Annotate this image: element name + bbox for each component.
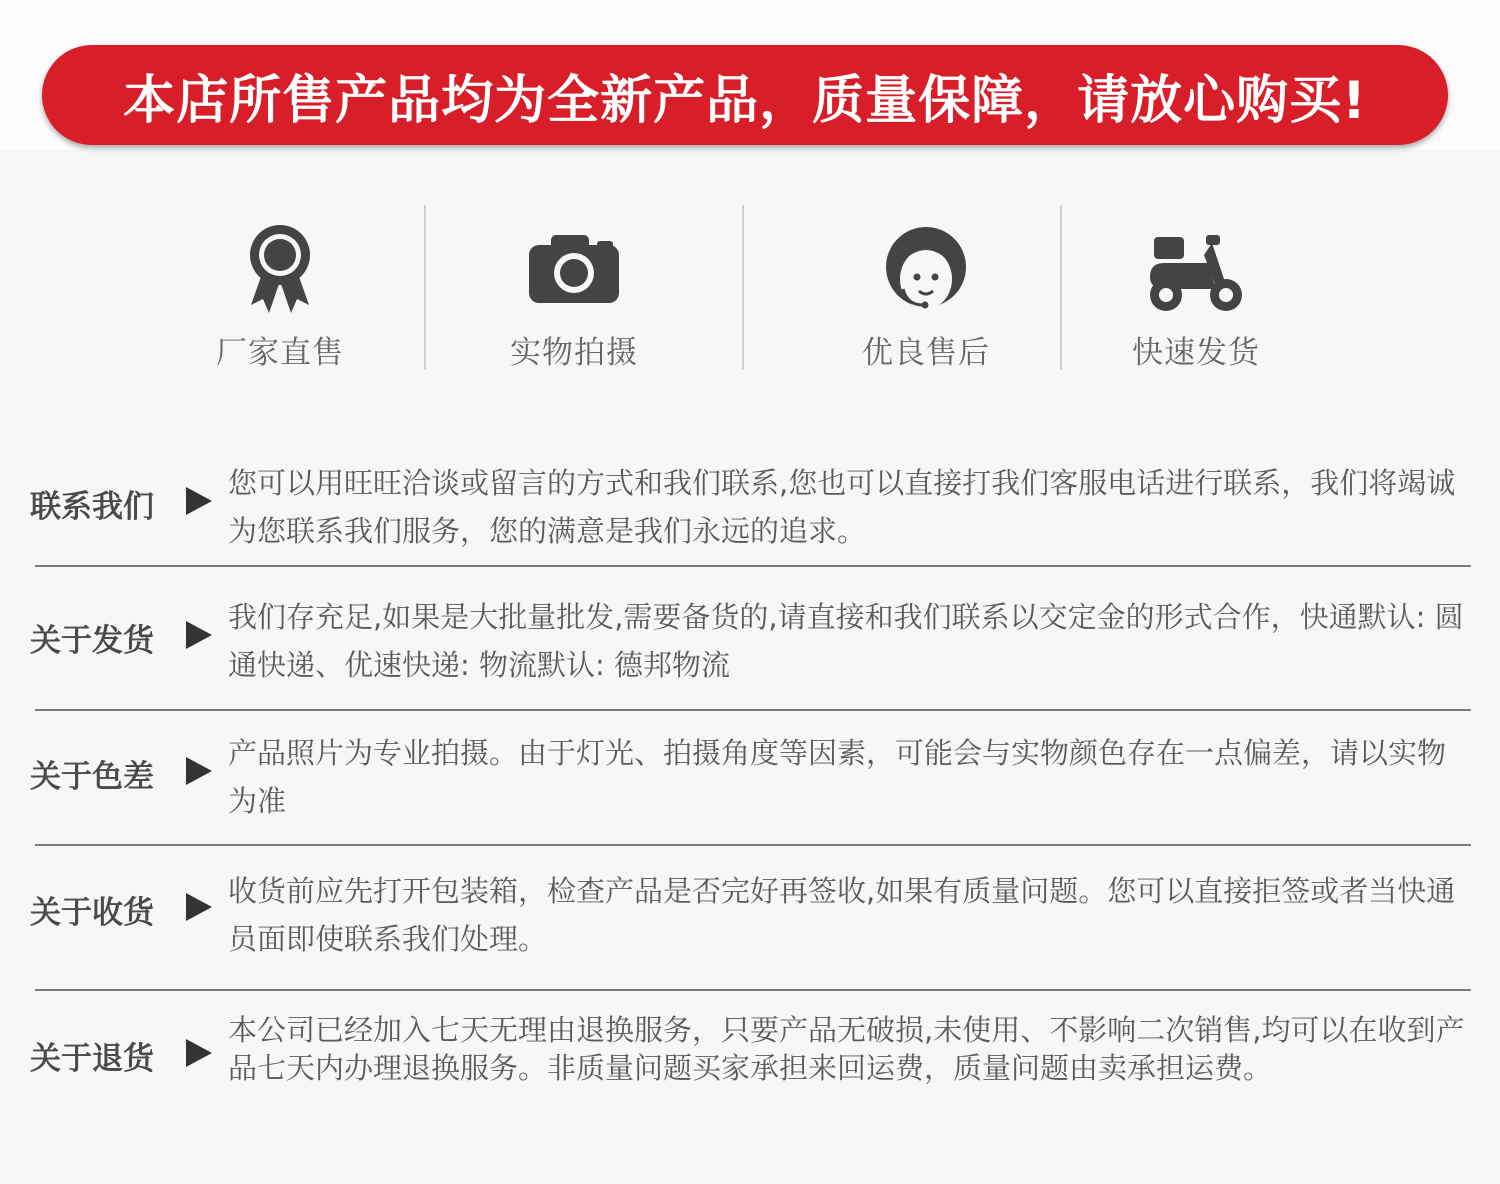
row-divider xyxy=(35,844,1471,846)
scooter-icon xyxy=(1146,233,1246,317)
feature-label: 厂家直售 xyxy=(216,335,344,371)
row-title: 联系我们 xyxy=(30,489,154,525)
play-arrow-icon xyxy=(186,893,212,921)
row-receiving xyxy=(30,867,1472,977)
row-title: 关于发货 xyxy=(30,623,154,659)
feature-label: 快速发货 xyxy=(1132,335,1260,371)
play-arrow-icon xyxy=(186,757,212,785)
feature-fast-shipping xyxy=(1046,205,1346,375)
play-arrow-icon xyxy=(186,1039,212,1067)
row-body: 本公司已经加入七天无理由退换服务，只要产品无破损,未使用、不影响二次销售,均可以在收到产品七天内办理退换服务。非质量问题买家承担来回运费，质量问题由卖承担运费。 xyxy=(228,1013,1465,1085)
feature-bar xyxy=(130,205,1430,375)
row-divider xyxy=(35,709,1471,711)
row-body: 收货前应先打开包装箱，检查产品是否完好再签收,如果有质量问题。您可以直接拒签或者当快通员面即使联系我们处理。 xyxy=(228,874,1456,956)
feature-after-sales xyxy=(776,205,1076,375)
row-contact-us xyxy=(30,455,1472,565)
feature-divider xyxy=(742,205,744,370)
customer-service-icon xyxy=(881,223,971,323)
row-body: 产品照片为专业拍摄。由于灯光、拍摄角度等因素，可能会与实物颜色存在一点偏差，请以实物为准 xyxy=(228,736,1447,818)
play-arrow-icon xyxy=(186,621,212,649)
row-returns xyxy=(30,1011,1472,1141)
feature-real-photos xyxy=(424,205,724,375)
row-divider xyxy=(35,989,1471,991)
feature-label: 优良售后 xyxy=(862,335,990,371)
row-title: 关于色差 xyxy=(30,759,154,795)
play-arrow-icon xyxy=(186,487,212,515)
feature-factory-direct xyxy=(130,205,430,375)
row-title: 关于退货 xyxy=(30,1041,154,1077)
row-body: 我们存充足,如果是大批量批发,需要备货的,请直接和我们联系以交定金的形式合作，快通默认: 圆通快递、优速快递: 物流默认: 德邦物流 xyxy=(228,600,1464,682)
banner-text: 本店所售产品均为全新产品，质量保障，请放心购买! xyxy=(123,70,1367,131)
award-ribbon-icon xyxy=(245,223,315,319)
row-divider xyxy=(35,565,1471,567)
row-color-difference xyxy=(30,729,1472,839)
feature-label: 实物拍摄 xyxy=(510,335,638,371)
row-body: 您可以用旺旺洽谈或留言的方式和我们联系,您也可以直接打我们客服电话进行联系，我们将竭诚为您联系我们服务，您的满意是我们永远的追求。 xyxy=(228,466,1456,548)
row-title: 关于收货 xyxy=(30,895,154,931)
row-shipping xyxy=(30,593,1472,703)
camera-icon xyxy=(525,233,623,309)
promo-banner xyxy=(42,45,1448,145)
